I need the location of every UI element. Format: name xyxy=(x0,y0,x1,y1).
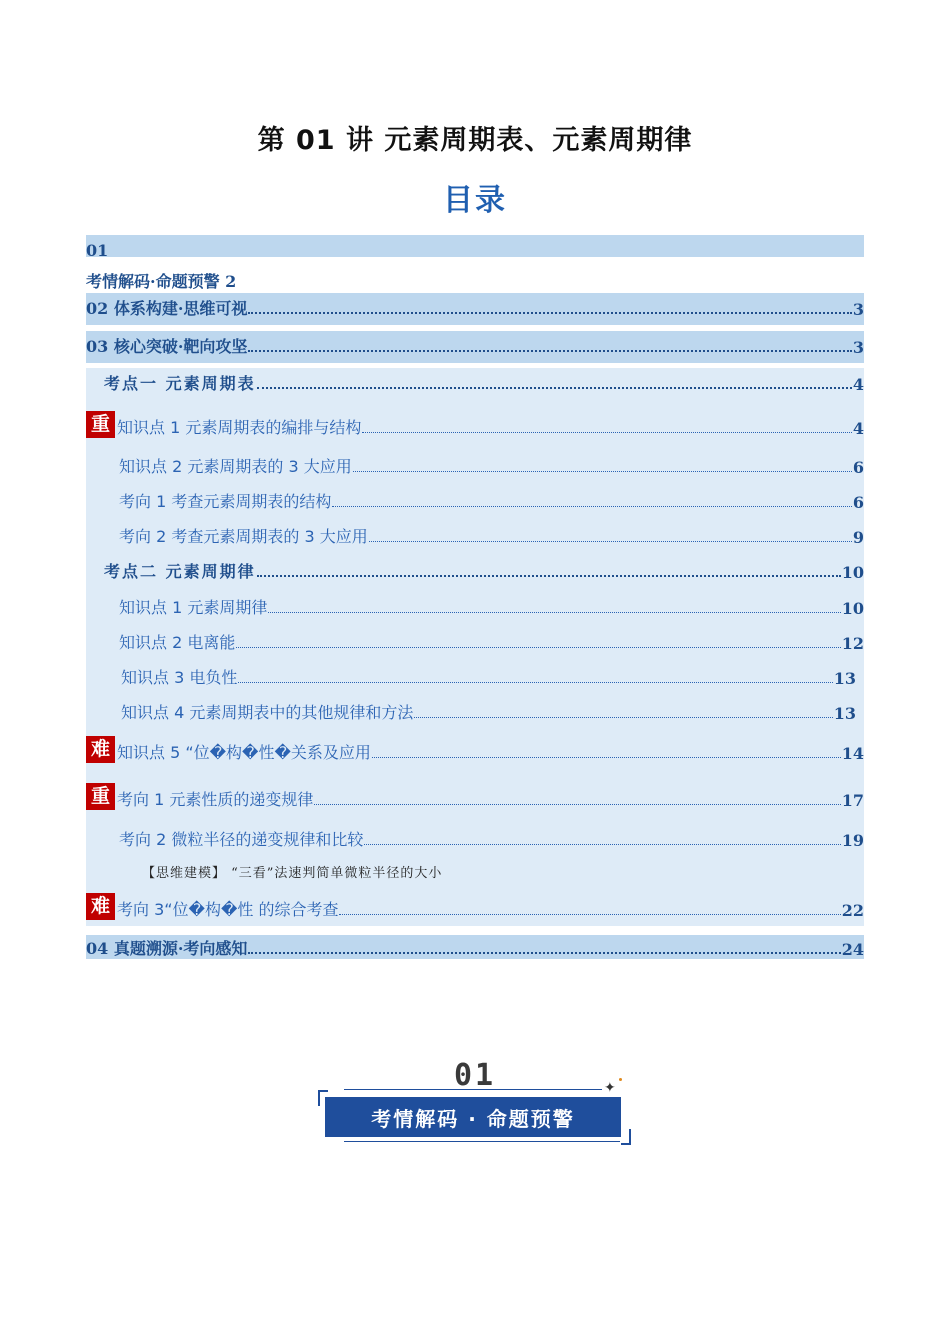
difficult-badge: 难 xyxy=(86,736,115,763)
leader-dots xyxy=(236,632,840,648)
toc-entry-knowledge-2-1[interactable]: 知识点 1 元素周期律 10 xyxy=(119,598,864,618)
toc-entry-03[interactable]: 03 核心突破·靶向攻坚 3 xyxy=(86,337,864,357)
leader-dots xyxy=(339,899,840,915)
leader-dots xyxy=(268,597,840,613)
toc-entry-knowledge-2-3[interactable]: 知识点 3 电负性 13 xyxy=(121,668,856,688)
leader-dots xyxy=(364,829,840,845)
toc-entry-01[interactable]: 考情解码·命题预警 2 xyxy=(86,272,237,291)
section-number: 01 xyxy=(453,1058,497,1093)
important-badge: 重 xyxy=(86,411,115,438)
thinking-model-note: 【思维建模】 “三看”法速判简单微粒半径的大小 xyxy=(142,866,443,881)
leader-dots xyxy=(362,417,852,433)
leader-dots xyxy=(248,336,851,352)
banner-line-top xyxy=(344,1089,602,1090)
section-banner-text: 考情解码 · 命题预警 xyxy=(371,1106,575,1131)
leader-dots xyxy=(372,742,841,758)
toc-entry-knowledge-2-4[interactable]: 知识点 4 元素周期表中的其他规律和方法 13 xyxy=(121,703,856,723)
sparkle-icon: ✦ xyxy=(604,1080,616,1096)
toc-entry-kaodian-2[interactable]: 考点二 元素周期律 10 xyxy=(104,562,864,582)
toc-entry-direction-2-3[interactable]: 难 考向 3“位�构�性 的综合考查 22 xyxy=(86,892,864,920)
difficult-badge: 难 xyxy=(86,893,115,920)
leader-dots xyxy=(414,702,832,718)
leader-dots xyxy=(353,456,852,472)
leader-dots xyxy=(248,298,851,314)
toc-entry-direction-1-2[interactable]: 考向 2 考查元素周期表的 3 大应用 9 xyxy=(119,527,864,547)
toc-entry-kaodian-1[interactable]: 考点一 元素周期表 4 xyxy=(104,374,864,394)
banner-line-bottom xyxy=(344,1141,620,1142)
important-badge: 重 xyxy=(86,783,115,810)
toc-entry-direction-2-1[interactable]: 重 考向 1 元素性质的递变规律 17 xyxy=(86,782,864,810)
toc-entry-02[interactable]: 02 体系构建·思维可视 3 xyxy=(86,299,864,319)
leader-dots xyxy=(314,789,840,805)
toc-entry-knowledge-1-1[interactable]: 重 知识点 1 元素周期表的编排与结构 4 xyxy=(86,410,864,438)
section-banner xyxy=(325,1097,621,1137)
leader-dots xyxy=(332,491,852,507)
leader-dots xyxy=(257,373,852,389)
document-title: 第 01 讲 元素周期表、元素周期律 xyxy=(257,125,693,156)
banner-bracket-right xyxy=(621,1129,631,1145)
toc-entry-direction-1-1[interactable]: 考向 1 考查元素周期表的结构 6 xyxy=(119,492,864,512)
toc-entry-knowledge-2-2[interactable]: 知识点 2 电离能 12 xyxy=(119,633,864,653)
leader-dots xyxy=(248,938,840,954)
toc-entry-01-number[interactable]: 01 xyxy=(86,241,109,260)
toc-entry-knowledge-1-2[interactable]: 知识点 2 元素周期表的 3 大应用 6 xyxy=(119,457,864,477)
dot-decoration-icon xyxy=(619,1078,622,1081)
leader-dots xyxy=(257,561,841,577)
leader-dots xyxy=(369,526,852,542)
toc-heading: 目录 xyxy=(443,183,507,218)
toc-entry-knowledge-2-5[interactable]: 难 知识点 5 “位�构�性�关系及应用 14 xyxy=(86,735,864,763)
toc-entry-direction-2-2[interactable]: 考向 2 微粒半径的递变规律和比较 19 xyxy=(119,830,864,850)
leader-dots xyxy=(238,667,832,683)
toc-entry-04[interactable]: 04 真题溯源·考向感知 24 xyxy=(86,939,864,959)
